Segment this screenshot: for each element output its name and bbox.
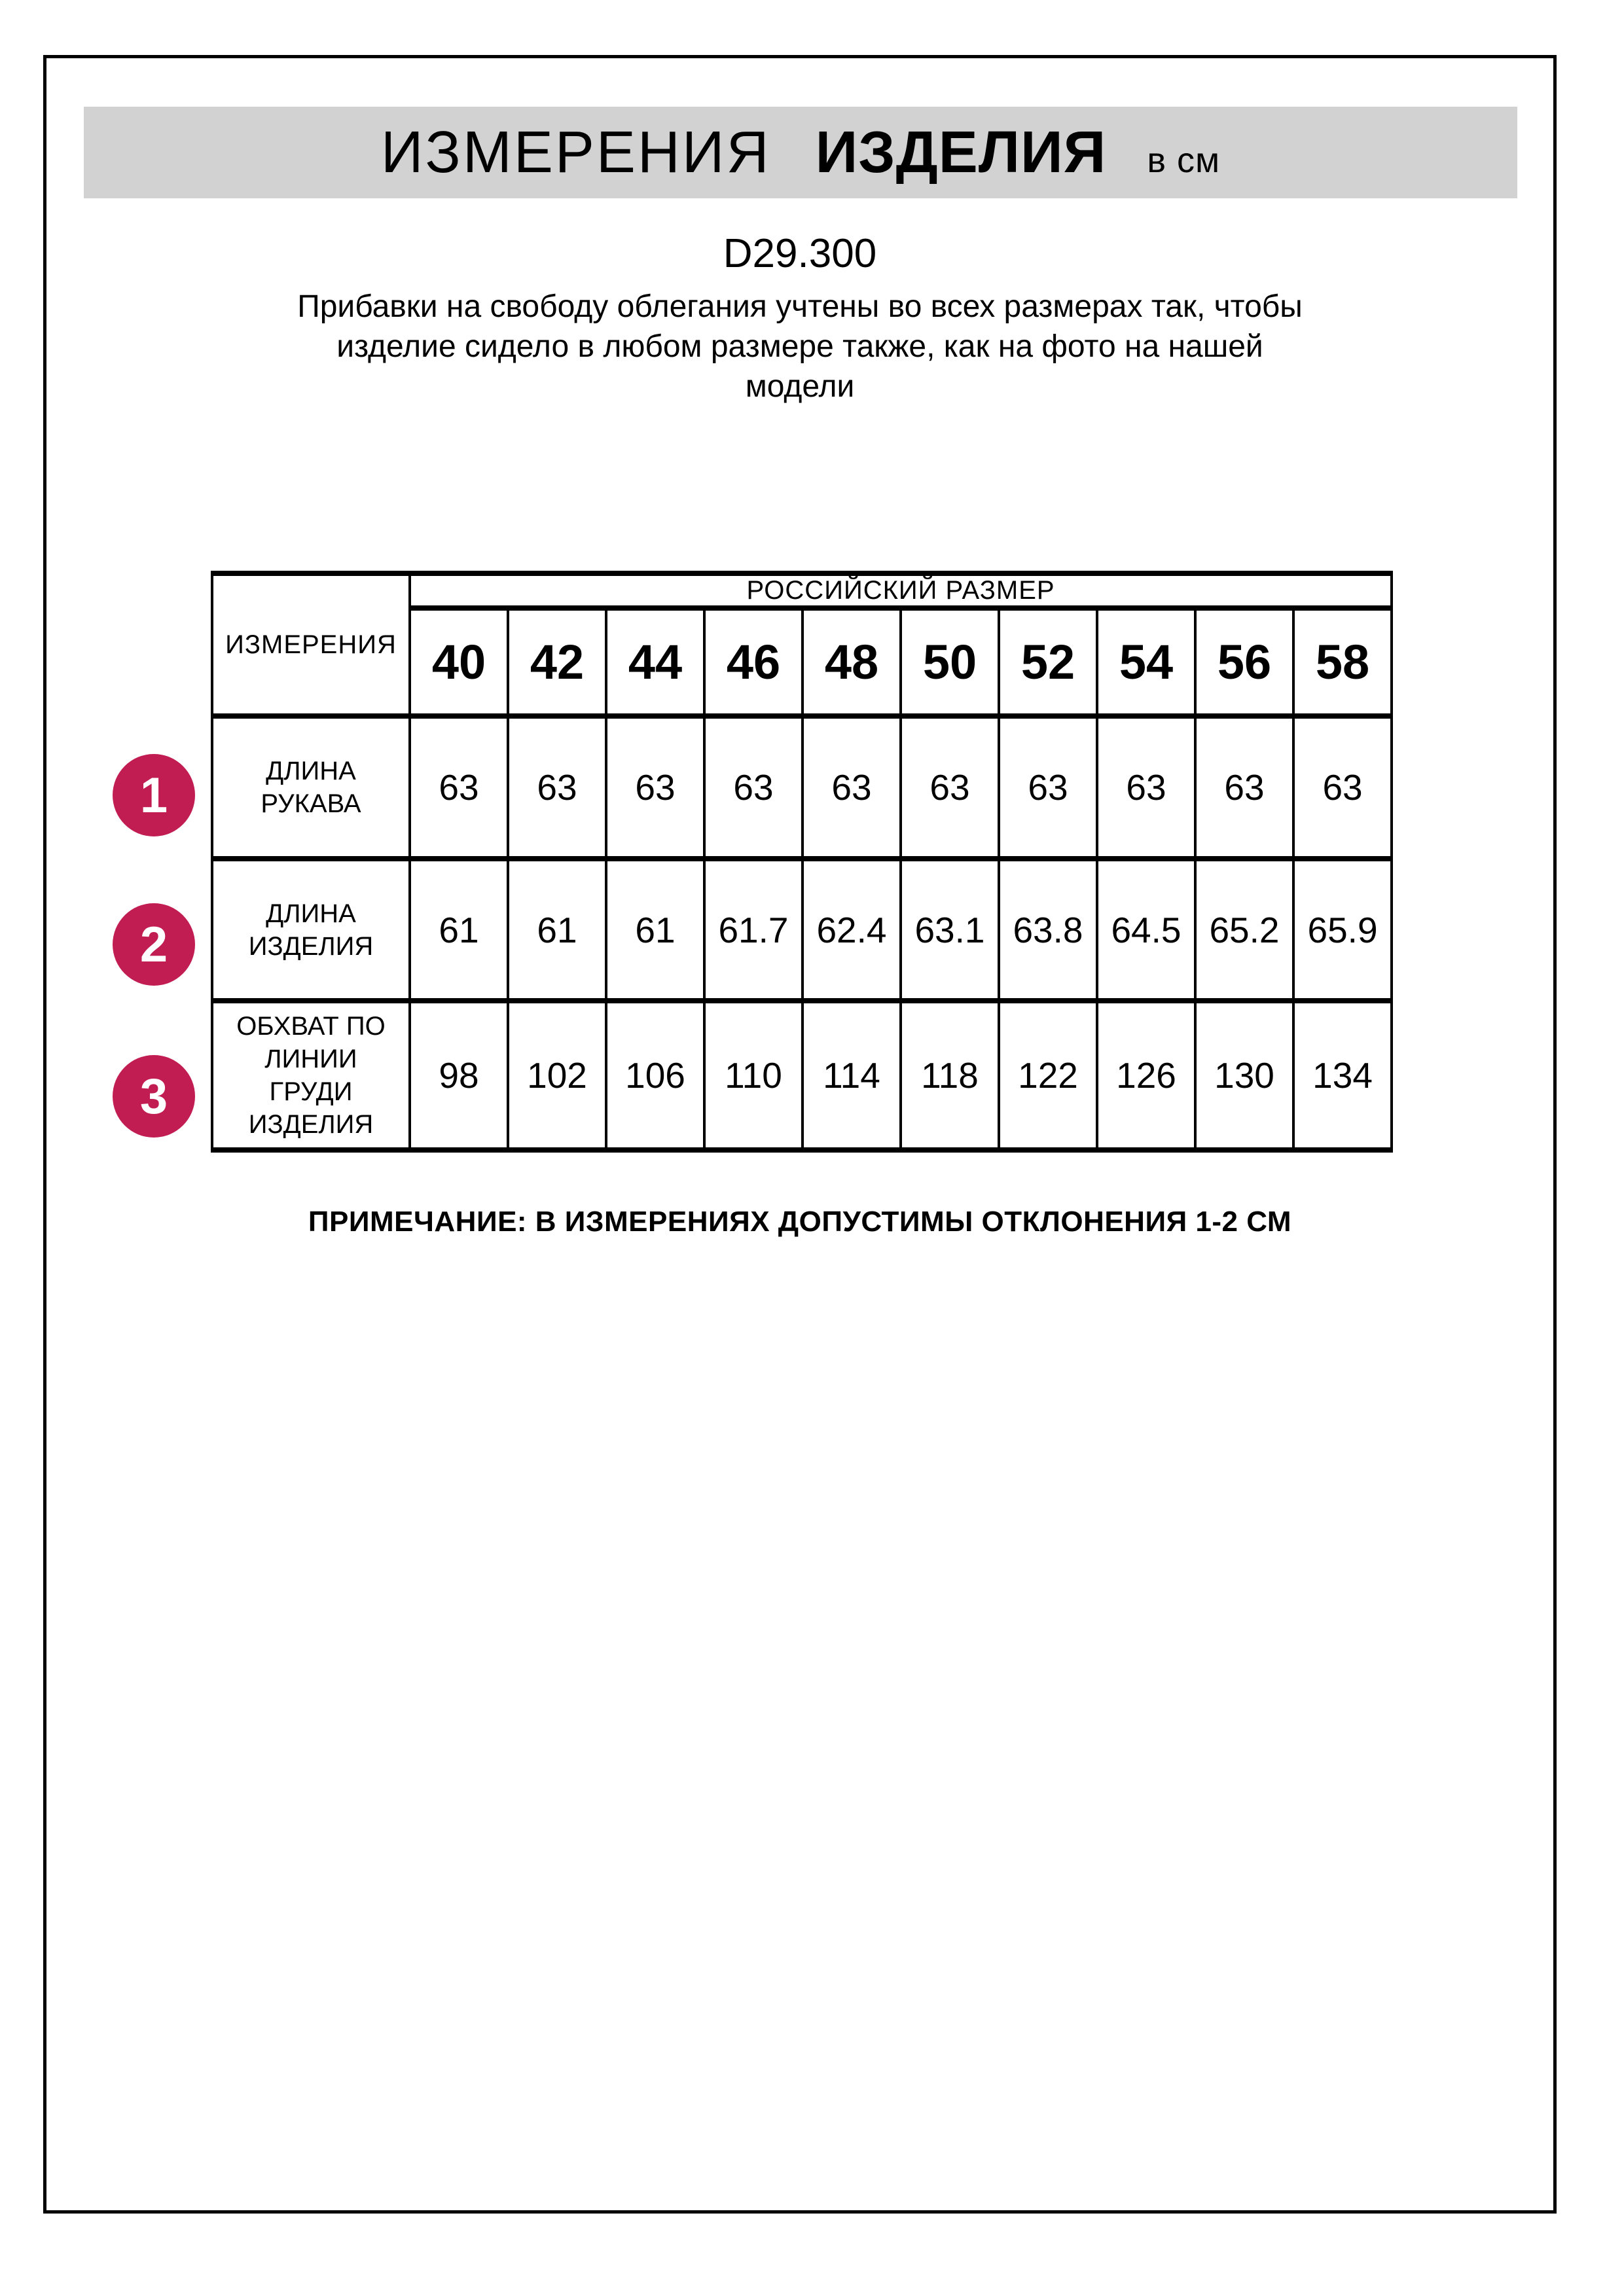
value-cell: 63 — [1195, 716, 1293, 859]
row-label-cell: ОБХВАТ ПО ЛИНИИ ГРУДИ ИЗДЕЛИЯ — [212, 1001, 410, 1150]
intro-line: модели — [745, 369, 855, 404]
value-cell: 63 — [508, 716, 606, 859]
row-number-badge-3: 3 — [113, 1055, 195, 1138]
value-cell: 63 — [704, 716, 803, 859]
value-cell: 64.5 — [1097, 859, 1195, 1001]
size-header-cell: 48 — [803, 608, 901, 716]
title-word-measurements: ИЗМЕРЕНИЯ — [380, 119, 771, 185]
value-cell: 63 — [606, 716, 704, 859]
size-header-cell: 46 — [704, 608, 803, 716]
article-number: D29.300 — [723, 231, 877, 276]
value-cell: 63 — [1293, 716, 1392, 859]
size-table — [211, 571, 1393, 1153]
value-cell: 130 — [1195, 1001, 1293, 1150]
intro-paragraph — [43, 287, 1557, 406]
value-cell: 62.4 — [803, 859, 901, 1001]
size-header-cell: 58 — [1293, 608, 1392, 716]
value-cell: 61 — [606, 859, 704, 1001]
title-units: в см — [1147, 140, 1221, 180]
value-cell: 98 — [410, 1001, 508, 1150]
value-cell: 63 — [999, 716, 1097, 859]
value-cell: 63 — [901, 716, 999, 859]
value-cell: 106 — [606, 1001, 704, 1150]
row-number-badge-2: 2 — [113, 903, 195, 986]
value-cell: 61 — [410, 859, 508, 1001]
row-label-cell: ДЛИНА ИЗДЕЛИЯ — [212, 859, 410, 1001]
value-cell: 61.7 — [704, 859, 803, 1001]
value-cell: 134 — [1293, 1001, 1392, 1150]
russian-size-group-header: РОССИЙСКИЙ РАЗМЕР — [410, 573, 1392, 608]
value-cell: 63.8 — [999, 859, 1097, 1001]
value-cell: 110 — [704, 1001, 803, 1150]
value-cell: 61 — [508, 859, 606, 1001]
size-header-cell: 42 — [508, 608, 606, 716]
row-label-cell: ДЛИНА РУКАВА — [212, 716, 410, 859]
size-header-cell: 52 — [999, 608, 1097, 716]
value-cell: 118 — [901, 1001, 999, 1150]
intro-line: изделие сидело в любом размере также, как на фото на нашей — [336, 329, 1263, 364]
value-cell: 63 — [410, 716, 508, 859]
table-row-sleeve-length — [212, 716, 1392, 859]
measurements-column-header: ИЗМЕРЕНИЯ — [212, 573, 410, 716]
value-cell: 65.9 — [1293, 859, 1392, 1001]
value-cell: 126 — [1097, 1001, 1195, 1150]
table-row-chest-girth — [212, 1001, 1392, 1150]
value-cell: 114 — [803, 1001, 901, 1150]
value-cell: 102 — [508, 1001, 606, 1150]
size-header-cell: 50 — [901, 608, 999, 716]
row-number-badge-1: 1 — [113, 754, 195, 836]
table-row-product-length — [212, 859, 1392, 1001]
size-header-cell: 40 — [410, 608, 508, 716]
title-band — [84, 107, 1517, 198]
value-cell: 63.1 — [901, 859, 999, 1001]
value-cell: 63 — [1097, 716, 1195, 859]
size-header-cell: 56 — [1195, 608, 1293, 716]
size-header-cell: 44 — [606, 608, 704, 716]
size-header-cell: 54 — [1097, 608, 1195, 716]
tolerance-note: ПРИМЕЧАНИЕ: В ИЗМЕРЕНИЯХ ДОПУСТИМЫ ОТКЛОНЕНИЯ 1-2 СМ — [308, 1206, 1292, 1238]
intro-line: Прибавки на свободу облегания учтены во всех размерах так, чтобы — [297, 289, 1303, 324]
title-word-product: ИЗДЕЛИЯ — [815, 119, 1107, 185]
value-cell: 63 — [803, 716, 901, 859]
value-cell: 122 — [999, 1001, 1097, 1150]
value-cell: 65.2 — [1195, 859, 1293, 1001]
page-title — [381, 119, 1220, 187]
